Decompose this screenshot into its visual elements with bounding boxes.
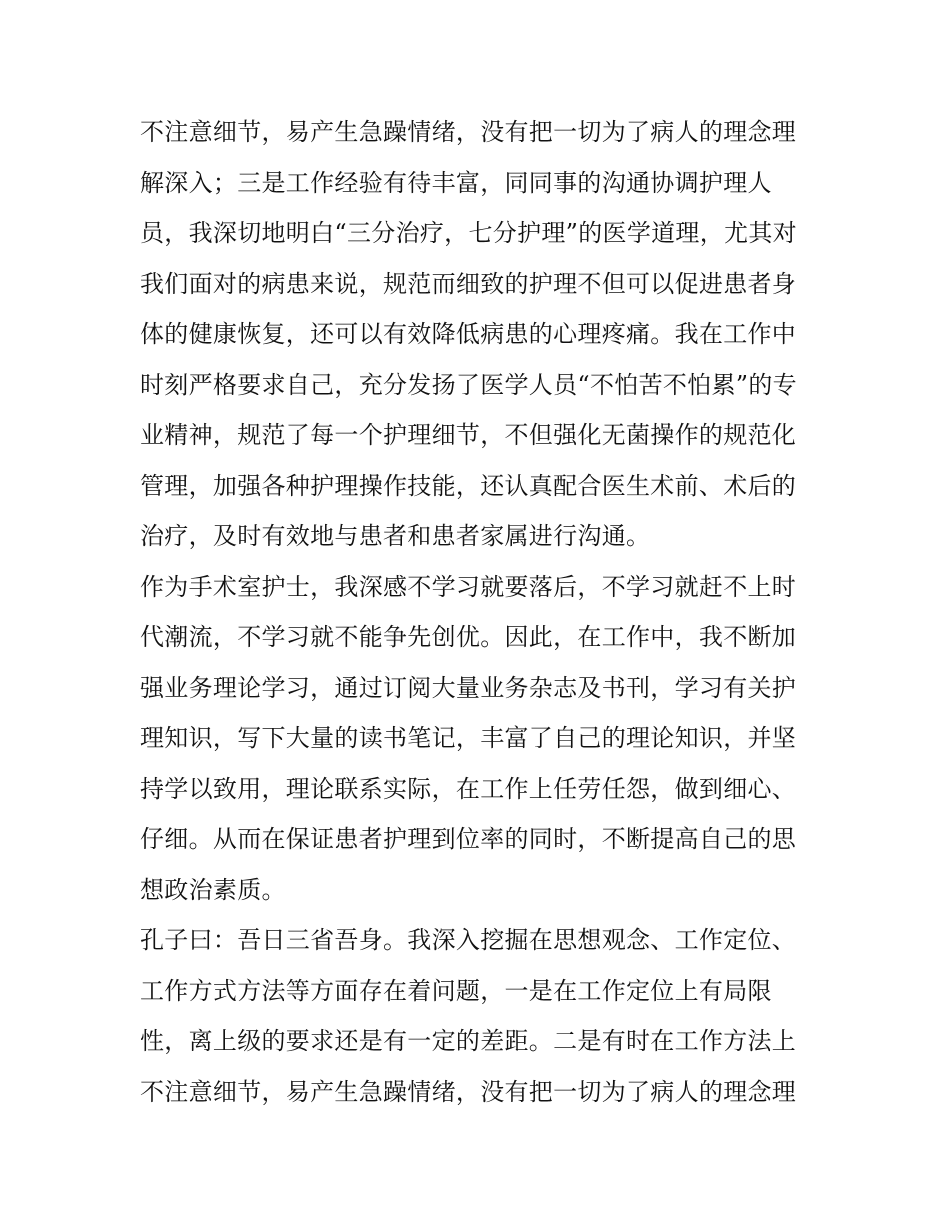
text-line-11: 代潮流，不学习就不能争先创优。因此，在工作中，我不断加 xyxy=(140,623,797,651)
text-line-1: 不注意细节，易产生急躁情绪，没有把一切为了病人的理念理 xyxy=(140,118,797,146)
text-line-9: 治疗，及时有效地与患者和患者家属进行沟通。 xyxy=(140,522,651,550)
text-line-13: 理知识，写下大量的读书笔记，丰富了自己的理论知识，并坚 xyxy=(140,724,797,752)
text-line-3: 员，我深切地明白“三分治疗，七分护理”的医学道理，尤其对 xyxy=(140,219,797,247)
text-line-16: 想政治素质。 xyxy=(140,875,286,904)
body-text xyxy=(140,107,820,1117)
text-line-5: 体的健康恢复，还可以有效降低病患的心理疼痛。我在工作中 xyxy=(140,320,797,348)
text-line-12: 强业务理论学习，通过订阅大量业务杂志及书刊，学习有关护 xyxy=(140,673,797,702)
text-line-14: 持学以致用，理论联系实际，在工作上任劳任怨，做到细心、 xyxy=(140,774,797,803)
text-line-19: 性，离上级的要求还是有一定的差距。二是有时在工作方法上 xyxy=(140,1027,797,1055)
text-line-4: 我们面对的病患来说，规范而细致的护理不但可以促进患者身 xyxy=(140,269,797,298)
text-line-18: 工作方式方法等方面存在着问题，一是在工作定位上有局限 xyxy=(140,976,772,1005)
text-line-20: 不注意细节，易产生急躁情绪，没有把一切为了病人的理念理 xyxy=(140,1077,797,1106)
text-line-15: 仔细。从而在保证患者护理到位率的同时，不断提高自己的思 xyxy=(140,825,797,853)
text-line-10: 作为手术室护士，我深感不学习就要落后，不学习就赶不上时 xyxy=(140,572,797,601)
text-line-17: 孔子曰：吾日三省吾身。我深入挖掘在思想观念、工作定位、 xyxy=(140,926,797,954)
text-line-6: 时刻严格要求自己，充分发扬了医学人员“不怕苦不怕累”的专 xyxy=(140,370,797,399)
text-line-7: 业精神，规范了每一个护理细节，不但强化无菌操作的规范化 xyxy=(140,421,797,449)
text-line-2: 解深入；三是工作经验有待丰富，同同事的沟通协调护理人 xyxy=(140,168,772,197)
text-line-8: 管理，加强各种护理操作技能，还认真配合医生术前、术后的 xyxy=(140,471,797,500)
